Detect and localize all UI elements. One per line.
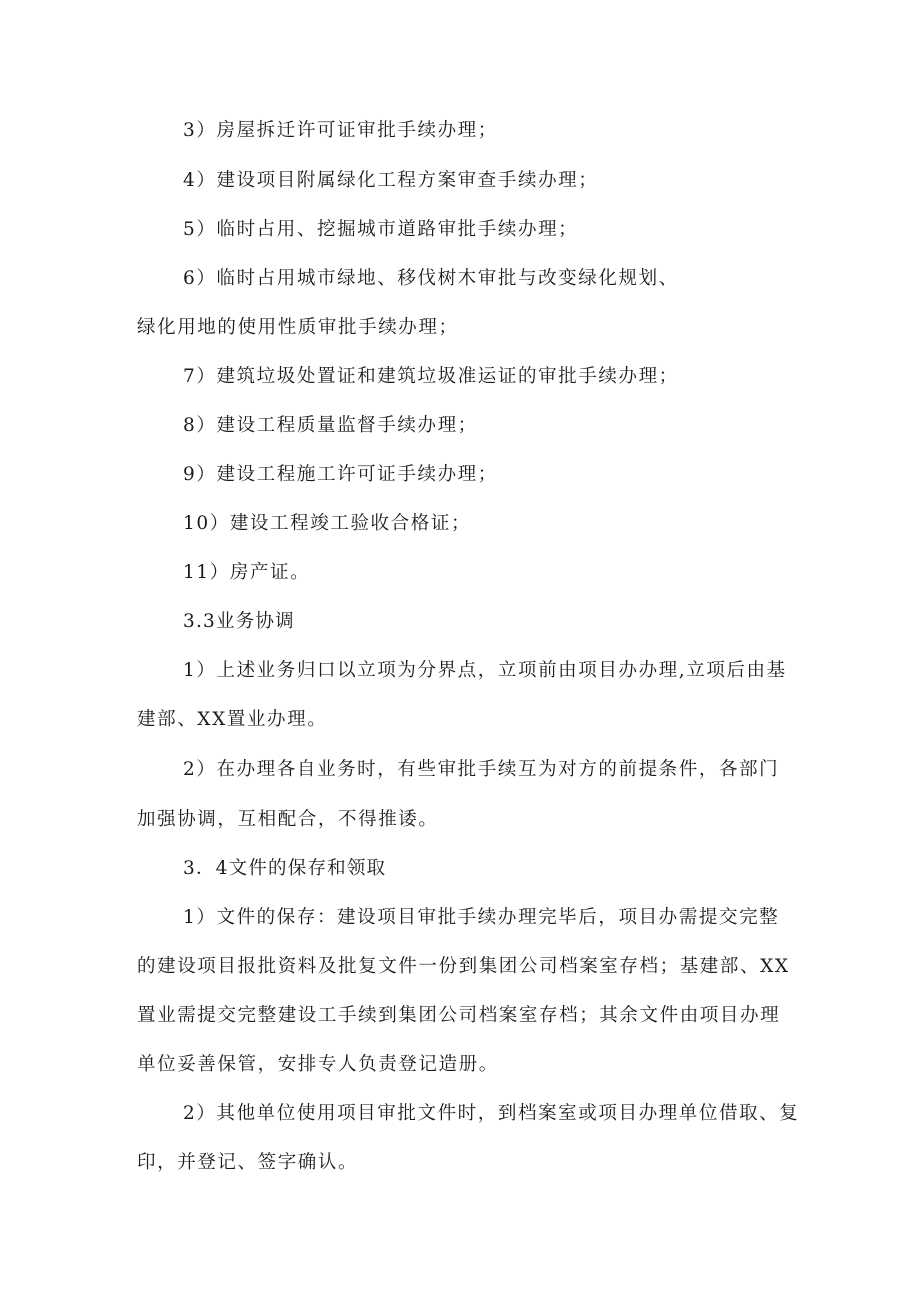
paragraph-line: 置业需提交完整建设工手续到集团公司档案室存档；其余文件由项目办理 (137, 1005, 781, 1026)
paragraph-line: 建部、XX置业办理。 (137, 709, 328, 730)
list-item-5: 5）临时占用、挖掘城市道路审批手续办理； (183, 219, 579, 240)
list-item-7: 7）建筑垃圾处置证和建筑垃圾准运证的审批手续办理； (183, 366, 679, 387)
section-heading-3-4: 3．4文件的保存和领取 (183, 858, 387, 879)
list-item-10: 10）建设工程竣工验收合格证； (183, 513, 472, 534)
list-item-4: 4）建设项目附属绿化工程方案审查手续办理； (183, 170, 599, 191)
list-item-8: 8）建设工程质量监督手续办理； (183, 415, 478, 436)
list-item-11: 11）房产证。 (183, 562, 311, 583)
section-heading-3-3: 3.3业务协调 (183, 611, 295, 632)
list-item-6-cont: 绿化用地的使用性质审批手续办理； (137, 317, 459, 338)
list-item-3: 3）房屋拆迁许可证审批手续办理； (183, 120, 498, 141)
paragraph-line: 1）文件的保存：建设项目审批手续办理完毕后，项目办需提交完整 (183, 907, 780, 928)
paragraph-line: 印，并登记、签字确认。 (137, 1152, 359, 1173)
paragraph-line: 单位妥善保管，安排专人负责登记造册。 (137, 1054, 499, 1075)
paragraph-line: 2）其他单位使用项目审批文件时，到档案室或项目办理单位借取、复 (183, 1103, 800, 1124)
paragraph-line: 加强协调，互相配合，不得推诿。 (137, 809, 439, 830)
list-item-9: 9）建设工程施工许可证手续办理； (183, 464, 498, 485)
paragraph-line: 1）上述业务归口以立项为分界点，立项前由项目办办理,立项后由基 (183, 660, 787, 681)
paragraph-line: 的建设项目报批资料及批复文件一份到集团公司档案室存档；基建部、XX (137, 956, 790, 977)
paragraph-line: 2）在办理各自业务时，有些审批手续互为对方的前提条件，各部门 (183, 759, 780, 780)
list-item-6: 6）临时占用城市绿地、移伐树木审批与改变绿化规划、 (183, 268, 679, 289)
